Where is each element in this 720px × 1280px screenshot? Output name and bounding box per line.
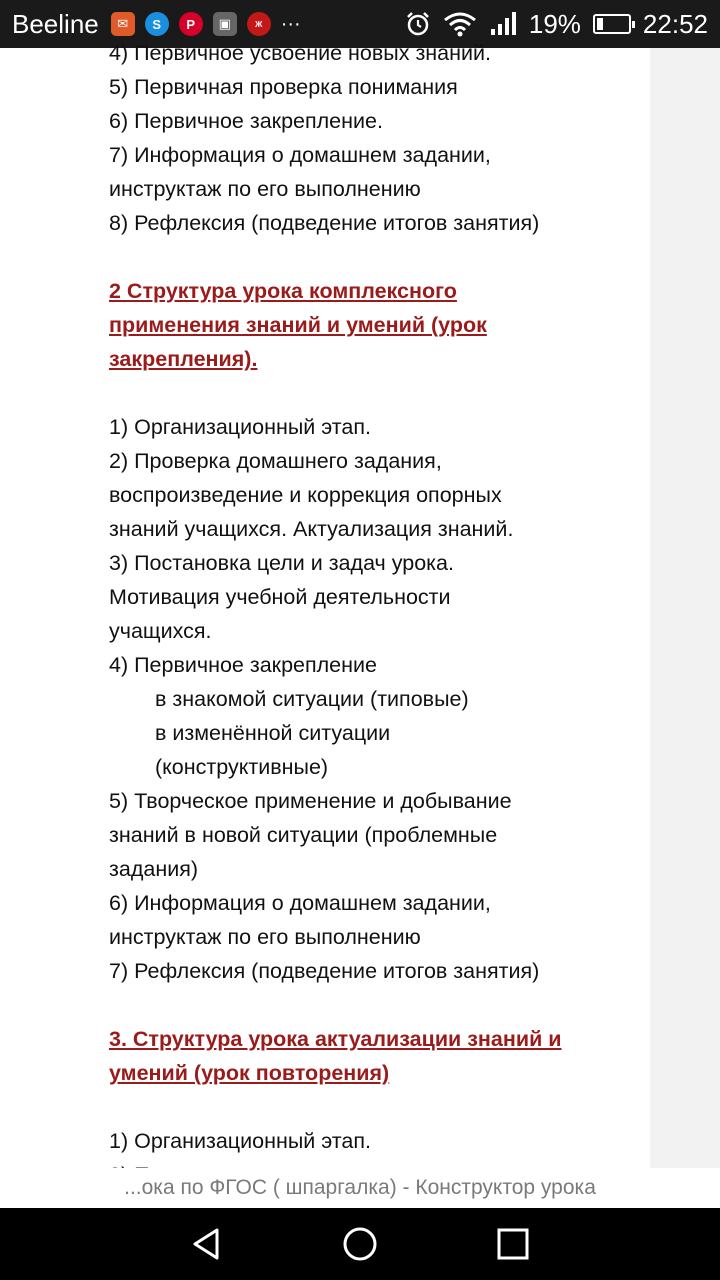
more-notifications-icon: ···	[280, 12, 301, 35]
list-subitem: (конструктивные)	[155, 755, 329, 779]
recent-square-icon	[493, 1224, 533, 1264]
home-circle-icon	[340, 1224, 380, 1264]
section-3-heading-link[interactable]	[109, 1022, 629, 1090]
gallery-icon: ▣	[213, 12, 237, 36]
list-item: 2) Проверка домашнего задания,	[109, 449, 442, 473]
notification-icons	[111, 12, 301, 36]
status-right	[405, 9, 708, 40]
list-item: 4) Первичное закрепление	[109, 653, 377, 677]
list-item: 5) Творческое применение и добывание	[109, 789, 512, 813]
recent-apps-button[interactable]	[489, 1220, 537, 1268]
battery-percent: 19%	[528, 8, 581, 39]
back-triangle-icon	[187, 1224, 227, 1264]
list-item: инструктаж по его выполнению	[109, 177, 421, 201]
signal-icon	[489, 11, 517, 37]
home-button[interactable]	[336, 1220, 384, 1268]
list-item: 3) Постановка цели и задач урока.	[109, 551, 454, 575]
page-title-bar[interactable]: ...ока по ФГОС ( шпаргалка) - Конструктор урока	[0, 1168, 720, 1208]
list-item: знаний учащихся. Актуализация знаний.	[109, 517, 514, 541]
carrier-name: Beeline	[12, 8, 99, 39]
list1-tail	[109, 36, 629, 240]
mail-app-icon: ✉	[111, 12, 135, 36]
list-item: 7) Информация о домашнем задании,	[109, 143, 491, 167]
clock: 22:52	[642, 8, 708, 39]
back-button[interactable]	[183, 1220, 231, 1268]
list-item: 1) Организационный этап.	[109, 415, 371, 439]
list-item: учащихся.	[109, 619, 212, 643]
page-side-gutter	[650, 48, 720, 1168]
list-item: знаний в новой ситуации (проблемные	[109, 823, 498, 847]
list-item: 6) Информация о домашнем задании,	[109, 891, 491, 915]
list-subitem: в изменённой ситуации	[155, 721, 391, 745]
article-body	[109, 36, 629, 1192]
shazam-icon: S	[145, 12, 169, 36]
web-page-content[interactable]	[0, 41, 650, 1168]
alarm-icon	[405, 11, 431, 37]
pinterest-icon: P	[179, 12, 203, 36]
list-item: 1) Организационный этап.	[109, 1129, 371, 1153]
list2	[109, 410, 629, 988]
battery-icon	[593, 14, 631, 34]
list-subitem: в знакомой ситуации (типовые)	[155, 687, 469, 711]
list-item: 5) Первичная проверка понимания	[109, 75, 458, 99]
list-item: задания)	[109, 857, 199, 881]
wifi-icon	[443, 11, 477, 37]
heading-line: закрепления).	[109, 347, 258, 371]
heading-line: умений (урок повторения)	[109, 1061, 390, 1085]
list-item: воспроизведение и коррекция опорных	[109, 483, 502, 507]
heading-line: 2 Структура урока комплексного	[109, 279, 457, 303]
list-item: инструктаж по его выполнению	[109, 925, 421, 949]
heading-line: применения знаний и умений (урок	[109, 313, 487, 337]
list-item: 8) Рефлексия (подведение итогов занятия)	[109, 211, 540, 235]
list-item: Мотивация учебной деятельности	[109, 585, 451, 609]
heading-line: 3. Структура урока актуализации знаний и	[109, 1027, 562, 1051]
magazine-app-icon: Ж	[247, 12, 271, 36]
list-item: 6) Первичное закрепление.	[109, 109, 383, 133]
android-nav-bar	[0, 1208, 720, 1280]
list-item: 4) Первичное усвоение новых знаний.	[109, 41, 492, 65]
section-2-heading-link[interactable]	[109, 274, 629, 376]
list-item: 7) Рефлексия (подведение итогов занятия)	[109, 959, 540, 983]
battery-level-fill	[597, 18, 603, 30]
